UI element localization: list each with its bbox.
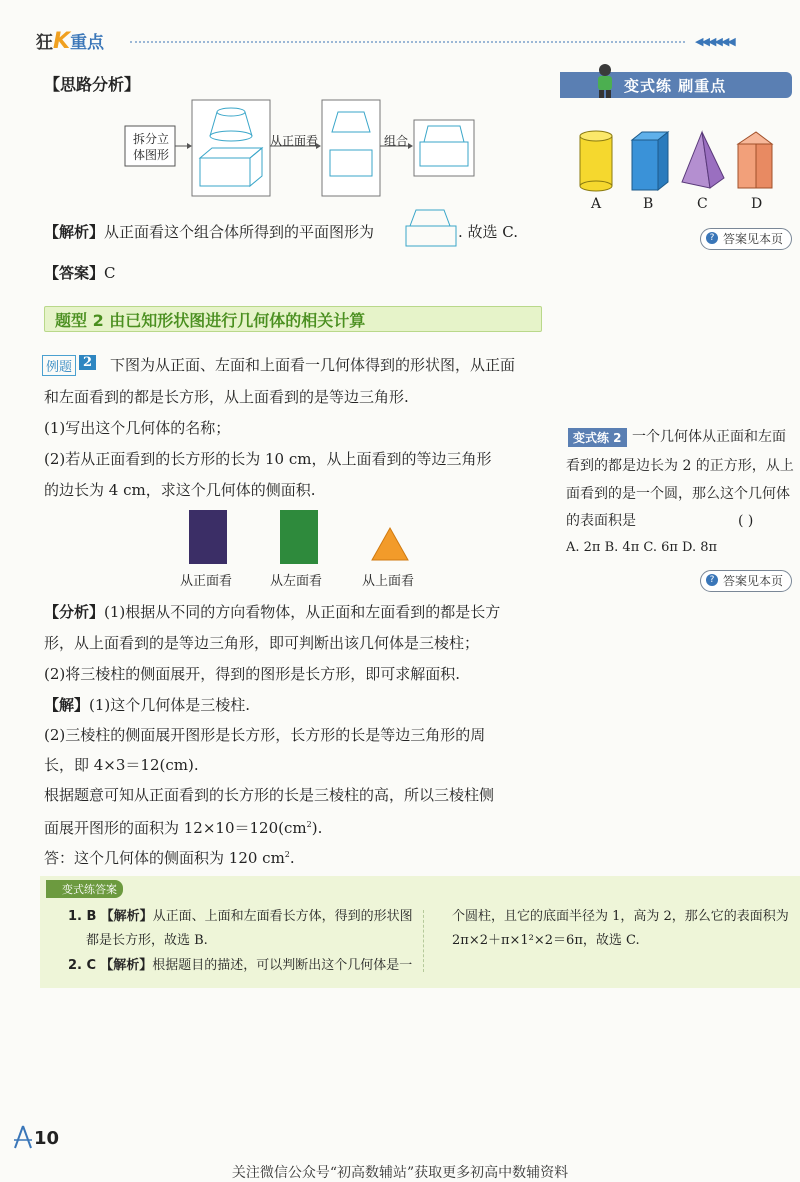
fenxi-text-1: (1)根据从不同的方向看物体，从正面和左面看到的都是长方 xyxy=(104,603,501,621)
page-number-icon xyxy=(12,1124,34,1154)
jiexi-text: 从正面看这个组合体所得到的平面图形为 xyxy=(104,223,375,241)
jiexi-tail: . 故选 C. xyxy=(458,223,519,241)
left-view-rect xyxy=(280,510,318,564)
final-answer xyxy=(44,844,295,869)
brand-pre: 狂 xyxy=(36,33,53,53)
jiexi-inline-figure xyxy=(404,208,458,252)
pin-icon: ? xyxy=(706,232,718,244)
diagram-arrow2-label: 组合 xyxy=(384,134,409,148)
prism-svg xyxy=(736,130,778,192)
jie-line-1 xyxy=(44,694,250,716)
answer-label: 【答案】 xyxy=(44,264,105,282)
answer1-line xyxy=(68,906,413,928)
jie-text-1: (1)这个几何体是三棱柱. xyxy=(89,696,251,714)
diagram-box1-label: 拆分立 体图形 xyxy=(132,132,169,162)
final-tail: . xyxy=(289,849,295,867)
pin-icon: ? xyxy=(706,574,718,586)
answer2-line xyxy=(68,955,412,977)
example-tag: 例题 xyxy=(42,355,76,376)
triangle-svg xyxy=(370,526,410,562)
fenxi-line-2: 形，从上面看到的是等边三角形，即可判断出该几何体是三棱柱； xyxy=(44,634,480,652)
cuboid-svg xyxy=(630,130,670,192)
example-line-4: (2)若从正面看到的长方形的长为 10 cm，从上面看到的等边三角形 xyxy=(44,450,492,468)
a1-num: 1. B xyxy=(68,909,97,924)
answer-value: C xyxy=(104,264,116,282)
jie-line-2: (2)三棱柱的侧面展开图形是长方形，长方形的长是等边三角形的周 xyxy=(44,726,486,744)
solid-label-c: C xyxy=(697,196,708,212)
answers-tag: 变式练答案 xyxy=(46,880,123,898)
analysis-heading: 【思路分析】 xyxy=(44,75,141,94)
pill-text-1: 答案见本页 xyxy=(723,232,784,246)
a2-text: 根据题目的描述，可以判断出这个几何体是一 xyxy=(152,958,413,973)
fenxi-label: 【分析】 xyxy=(44,603,105,621)
example-line-3: (1)写出这个几何体的名称； xyxy=(44,419,231,437)
solid-pyramid xyxy=(680,130,726,196)
jiexi-figure-svg xyxy=(404,208,458,248)
v2-line-4: 的表面积是 xyxy=(566,513,636,529)
answer-right-2: 2π×2＋π×1²×2＝6π，故选 C. xyxy=(452,933,640,948)
v2-paren: ( ) xyxy=(738,513,754,529)
jie-line-4: 根据题意可知从正面看到的长方形的长是三棱柱的高，所以三棱柱侧 xyxy=(44,786,495,804)
answer-hint-pill-2 xyxy=(700,570,792,592)
top-view-label: 从上面看 xyxy=(362,574,415,589)
fenxi-line-3: (2)将三棱柱的侧面展开，得到的图形是长方形，即可求解面积. xyxy=(44,665,461,683)
variant2-tag: 变式练 2 xyxy=(568,428,627,447)
a2-num: 2. C xyxy=(68,958,97,973)
answers-divider xyxy=(423,910,424,972)
example-number: 2 xyxy=(79,355,96,370)
fenxi-line-1 xyxy=(44,601,500,623)
final-sup: 2 xyxy=(284,850,290,859)
analysis-diagram xyxy=(120,98,500,198)
example-line-5: 的边长为 4 cm，求这个几何体的侧面积. xyxy=(44,481,316,499)
area-tail: ). xyxy=(311,819,323,837)
solid-label-d: D xyxy=(751,196,763,212)
footer-note: 关注微信公众号“初高数辅站”获取更多初高中数辅资料 xyxy=(231,1165,569,1181)
answer-hint-pill-1 xyxy=(700,228,792,250)
top-view-triangle xyxy=(370,526,410,566)
answer-right-1: 个圆柱，且它的底面半径为 1，高为 2，那么它的表面积为 xyxy=(452,909,789,924)
compass-svg xyxy=(12,1124,34,1150)
a2-label: 【解析】 xyxy=(100,958,153,973)
front-view-label: 从正面看 xyxy=(180,574,233,589)
solid-cuboid xyxy=(630,130,670,196)
left-view-label: 从左面看 xyxy=(270,574,323,589)
sidebar-banner-title: 变式练 刷重点 xyxy=(624,77,727,95)
v2-line-3: 面看到的是一个圆，那么这个几何体 xyxy=(566,486,790,502)
header-arrows: ◀◀◀◀◀◀ xyxy=(695,35,734,48)
brand-logo xyxy=(36,28,104,54)
diagram-arrow1-label: 从正面看 xyxy=(270,134,319,148)
final-line: 答：这个几何体的侧面积为 120 cm xyxy=(44,849,285,867)
pill-text-2: 答案见本页 xyxy=(723,574,784,588)
area-sup: 2 xyxy=(306,820,312,829)
section-header xyxy=(44,306,542,332)
answer-line xyxy=(44,262,116,284)
section-title: 题型 2 由已知形状图进行几何体的相关计算 xyxy=(55,311,366,330)
area-line: 面展开图形的面积为 12×10＝120(cm xyxy=(44,819,307,837)
page-number: 10 xyxy=(34,1128,60,1149)
pyramid-svg xyxy=(680,130,726,192)
example-line-1: 下图为从正面、左面和上面看一几何体得到的形状图，从正面 xyxy=(110,356,516,374)
header-divider xyxy=(130,41,685,43)
a1-text: 从正面、上面和左面看长方体，得到的形状图 xyxy=(152,909,413,924)
solid-label-a: A xyxy=(591,196,602,212)
jie-label: 【解】 xyxy=(44,696,90,714)
a1-label: 【解析】 xyxy=(100,909,153,924)
brand-post: 重点 xyxy=(70,33,105,53)
cylinder-svg xyxy=(578,130,614,192)
front-view-rect xyxy=(189,510,227,564)
v2-line-2: 看到的都是边长为 2 的正方形，从上 xyxy=(566,458,794,474)
a1-text2: 都是长方形，故选 B. xyxy=(86,933,208,948)
v2-options: A. 2π B. 4π C. 6π D. 8π xyxy=(566,540,718,555)
mascot-svg xyxy=(590,62,620,98)
jie-line-3: 长，即 4×3＝12(cm). xyxy=(44,756,199,774)
solid-prism xyxy=(736,130,778,196)
example-line-2: 和左面看到的都是长方形，从上面看到的是等边三角形. xyxy=(44,388,409,406)
jiexi-line xyxy=(44,221,374,243)
v2-line-1: 一个几何体从正面和左面 xyxy=(632,429,786,445)
solid-label-b: B xyxy=(643,196,654,212)
jiexi-label: 【解析】 xyxy=(44,223,105,241)
mascot-icon xyxy=(590,62,620,102)
jie-line-5 xyxy=(44,814,322,839)
brand-k: K xyxy=(53,29,71,54)
solid-cylinder xyxy=(578,130,614,196)
